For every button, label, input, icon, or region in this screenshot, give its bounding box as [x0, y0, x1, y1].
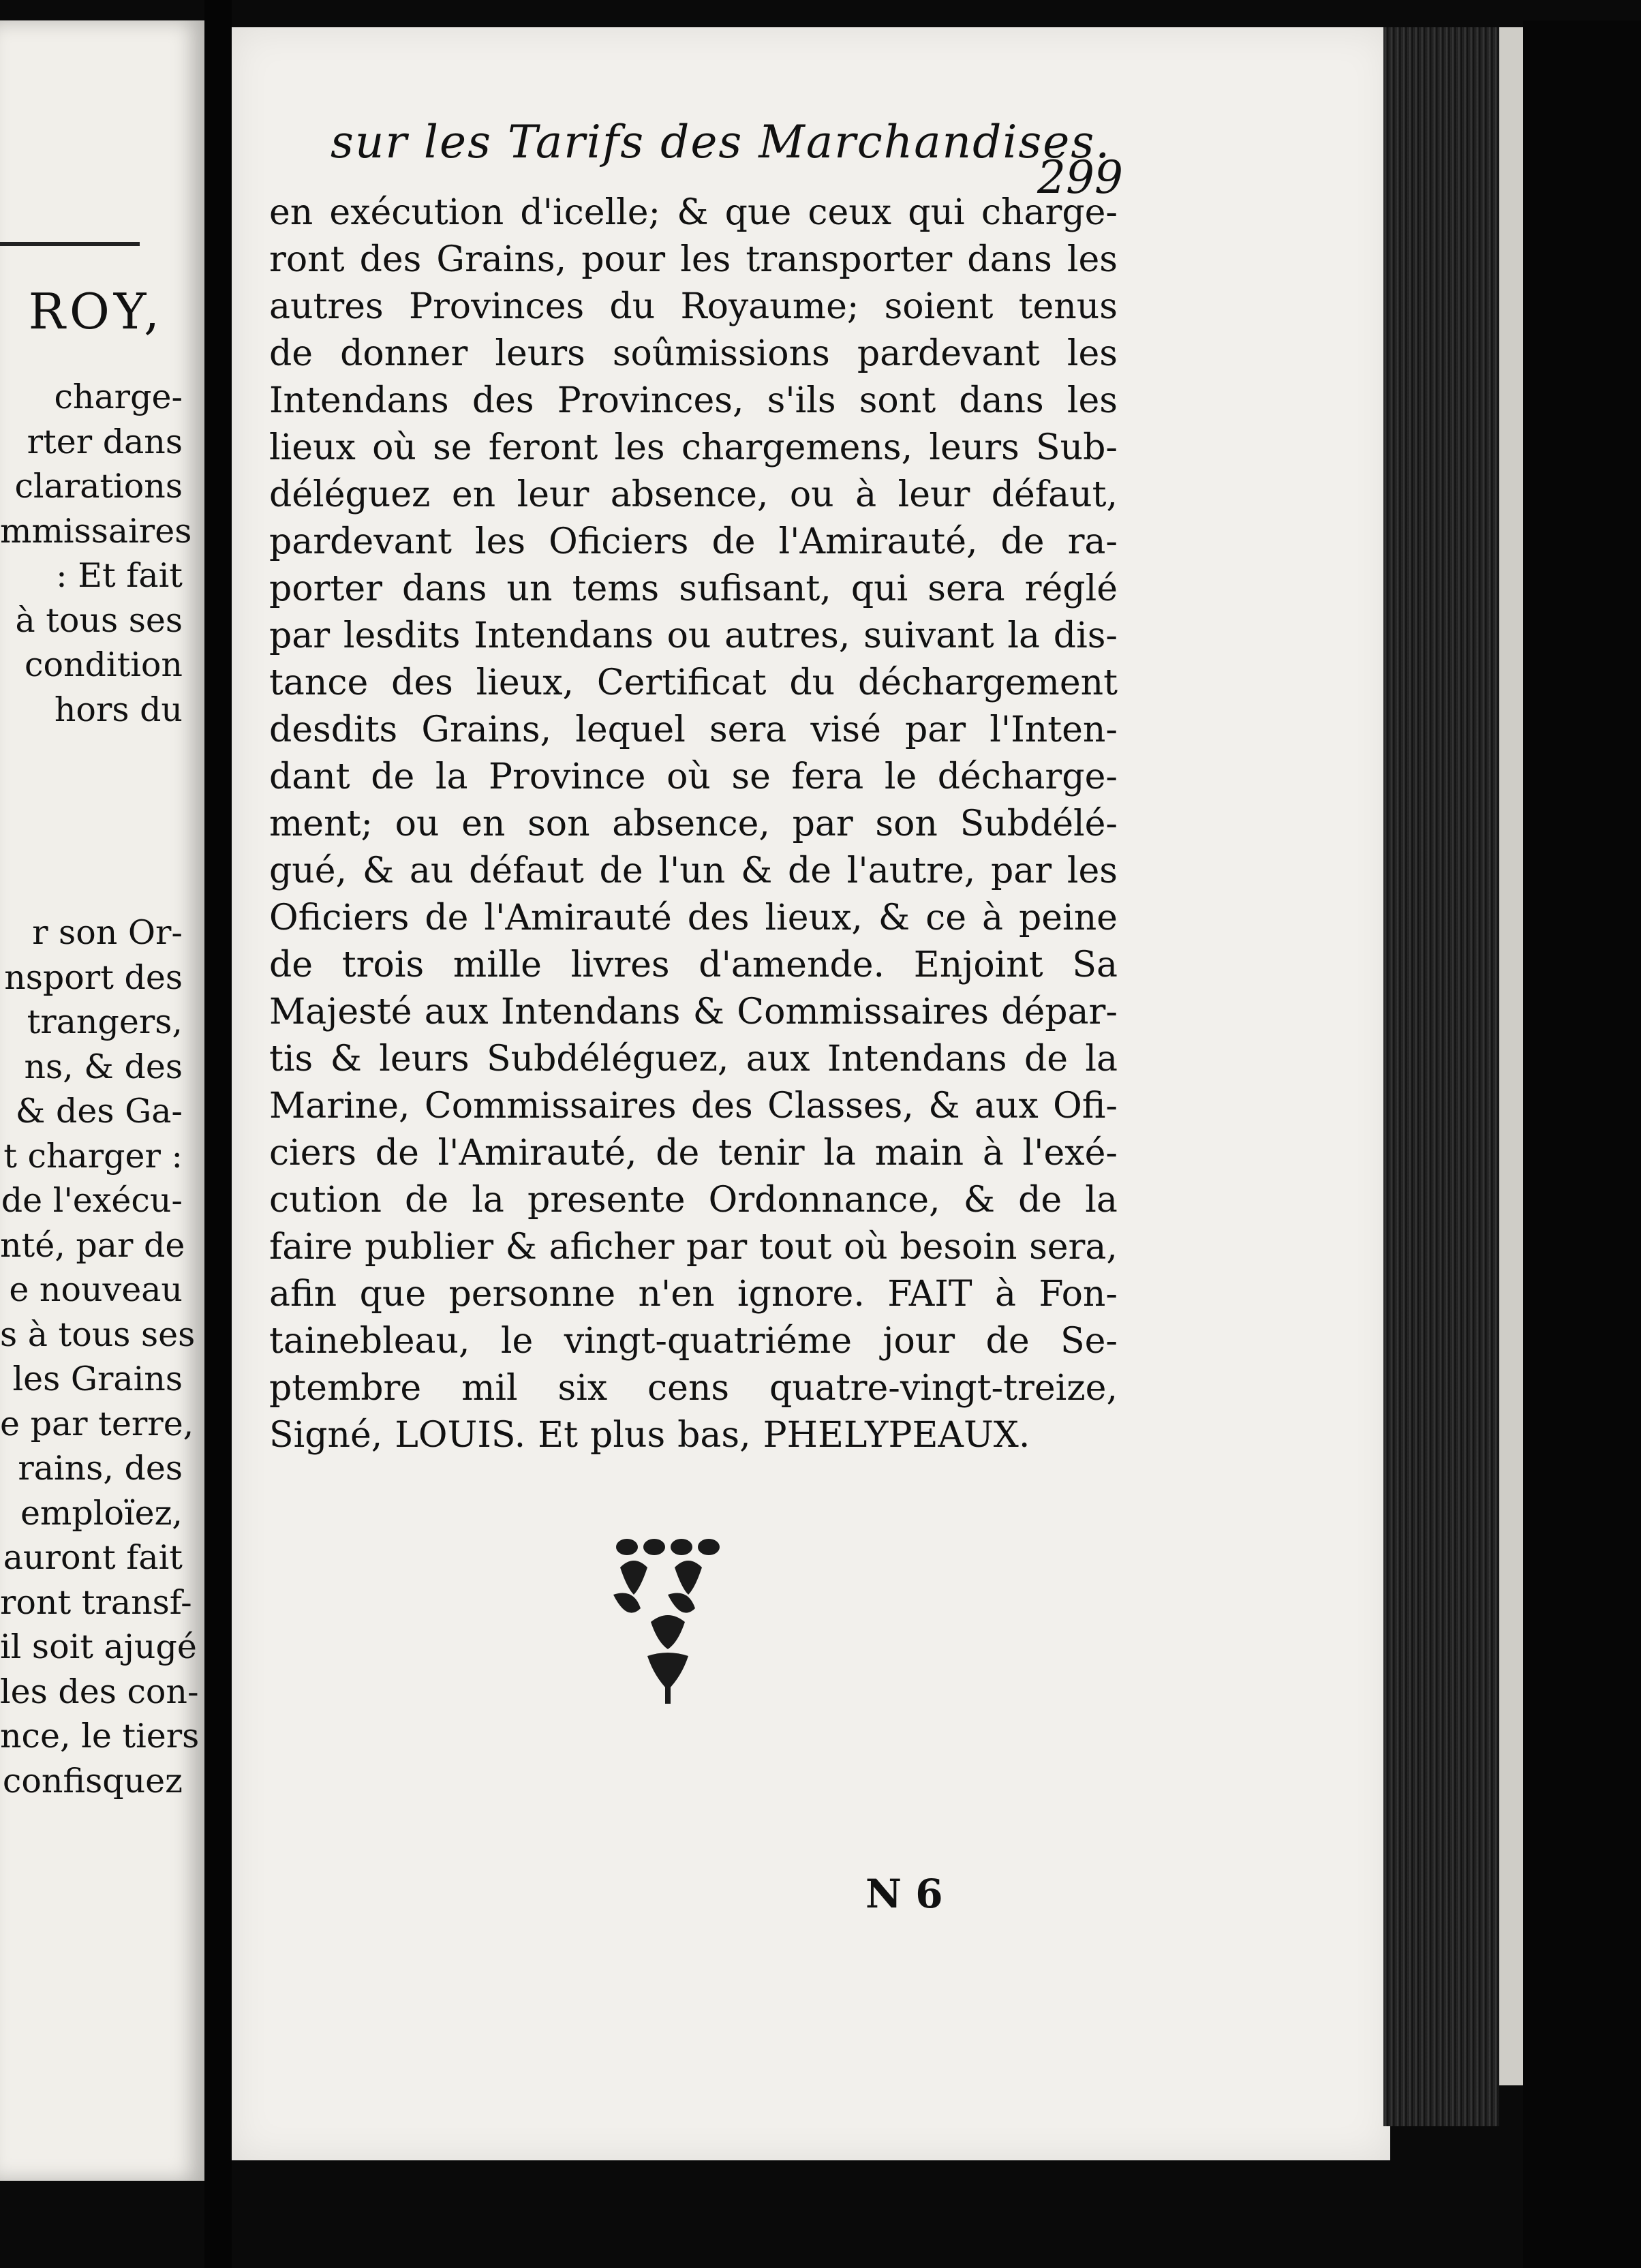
left-page-line: confisquez	[2, 1761, 183, 1800]
left-page-rule	[0, 242, 140, 246]
text-line: ment; ou en son absence, par son Subdélé-	[269, 803, 1118, 844]
left-page-line	[0, 866, 183, 911]
left-page-line: e nouveau	[9, 1270, 183, 1309]
text-line: Marine, Commissaires des Classes, & aux Ofi-	[269, 1086, 1118, 1127]
text-line: Oficiers de l'Amirauté des lieux, & ce à peine	[269, 898, 1118, 938]
text-line: dant de la Province où se fera le décharge-	[269, 756, 1118, 797]
signature-mark: N 6	[865, 1871, 943, 1917]
text-line: ront des Grains, pour les transporter dans les	[269, 239, 1118, 280]
text-line: gué, & au défaut de l'un & de l'autre, par les	[269, 850, 1118, 891]
left-page-line: nce, le tiers	[0, 1717, 200, 1756]
left-page-line: & des Ga-	[15, 1092, 183, 1131]
left-page-line: charge-	[54, 378, 183, 416]
text-line: tainebleau, le vingt-quatriéme jour de Se-	[269, 1321, 1118, 1362]
text-line: afin que personne n'en ignore. FAIT à Fon-	[269, 1274, 1118, 1315]
left-page-line: mmissaires	[0, 511, 192, 551]
left-page-line	[0, 732, 183, 777]
text-line: tance des lieux, Certificat du déchargement	[269, 662, 1118, 703]
background-edge	[1523, 20, 1641, 2268]
left-page-line: r son Or-	[32, 913, 183, 952]
left-page-line: : Et fait	[56, 556, 183, 595]
left-page-line: il soit ajugé	[0, 1627, 197, 1666]
left-page-line: auront fait	[3, 1538, 183, 1577]
page-number: 299	[1037, 151, 1123, 204]
left-page-line: rter dans	[27, 422, 183, 461]
left-page-line: à tous ses	[15, 600, 183, 640]
left-page-line: trangers,	[27, 1002, 183, 1041]
left-page-line: e par terre,	[0, 1404, 194, 1443]
text-line: ciers de l'Amirauté, de tenir la main à l'exé-	[269, 1133, 1118, 1174]
text-line: de trois mille livres d'amende. Enjoint Sa	[269, 945, 1118, 985]
text-line: Majesté aux Intendans & Commissaires dépar-	[269, 992, 1118, 1032]
text-line: en exécution d'icelle; & que ceux qui charge-	[269, 192, 1118, 233]
fleuron-ornament-icon	[600, 1533, 736, 1711]
text-line: déléguez en leur absence, ou à leur défaut,	[269, 474, 1118, 515]
text-line: faire publier & aficher par tout où besoin sera,	[269, 1227, 1118, 1268]
text-line: autres Provinces du Royaume; soient tenus	[269, 286, 1118, 327]
page-block-edge	[1383, 27, 1499, 2126]
left-page-line: les Grains	[12, 1360, 183, 1398]
text-line: par lesdits Intendans ou autres, suivant la dis-	[269, 615, 1118, 656]
left-page-line: emploïez,	[20, 1493, 183, 1533]
text-line: Signé, LOUIS. Et plus bas, PHELYPEAUX.	[269, 1415, 1030, 1456]
left-page-line: ront transf-	[0, 1582, 192, 1622]
left-page	[0, 20, 204, 2181]
left-page-line: ns, & des	[24, 1047, 183, 1086]
left-page-text	[0, 375, 200, 1803]
text-line: desdits Grains, lequel sera visé par l'Inten-	[269, 709, 1118, 750]
left-page-line: s à tous ses	[0, 1315, 196, 1354]
text-line: de donner leurs soûmissions pardevant les	[269, 333, 1118, 374]
running-head: sur les Tarifs des Marchandises.	[331, 116, 1111, 168]
left-page-line: t charger :	[3, 1136, 183, 1176]
text-line: Intendans des Provinces, s'ils sont dans les	[269, 380, 1118, 421]
left-page-line: condition	[25, 645, 183, 684]
text-line: ptembre mil six cens quatre-vingt-treize,	[269, 1368, 1118, 1409]
text-line: cution de la presente Ordonnance, & de la	[269, 1180, 1118, 1221]
left-page-line	[0, 821, 183, 866]
left-page-line: clarations	[14, 467, 183, 506]
left-page-line: nsport des	[4, 957, 183, 997]
book-gutter	[204, 0, 232, 2268]
left-page-line: rains, des	[18, 1449, 183, 1488]
text-line: pardevant les Oficiers de l'Amirauté, de ra-	[269, 521, 1118, 562]
left-page-heading: ROY,	[28, 283, 164, 340]
left-page-line: les des con-	[0, 1672, 199, 1711]
left-page-line: de l'exécu-	[1, 1181, 183, 1220]
text-line: porter dans un tems sufisant, qui sera réglé	[269, 568, 1118, 609]
left-page-line	[0, 777, 183, 822]
body-text	[269, 189, 1118, 1459]
left-page-line: nté, par de	[0, 1225, 185, 1265]
page-edge-strip	[1499, 27, 1523, 2085]
text-line: tis & leurs Subdéléguez, aux Intendans de la	[269, 1039, 1118, 1079]
left-page-line: hors du	[54, 690, 183, 729]
text-line: lieux où se feront les chargemens, leurs Sub-	[269, 427, 1118, 468]
